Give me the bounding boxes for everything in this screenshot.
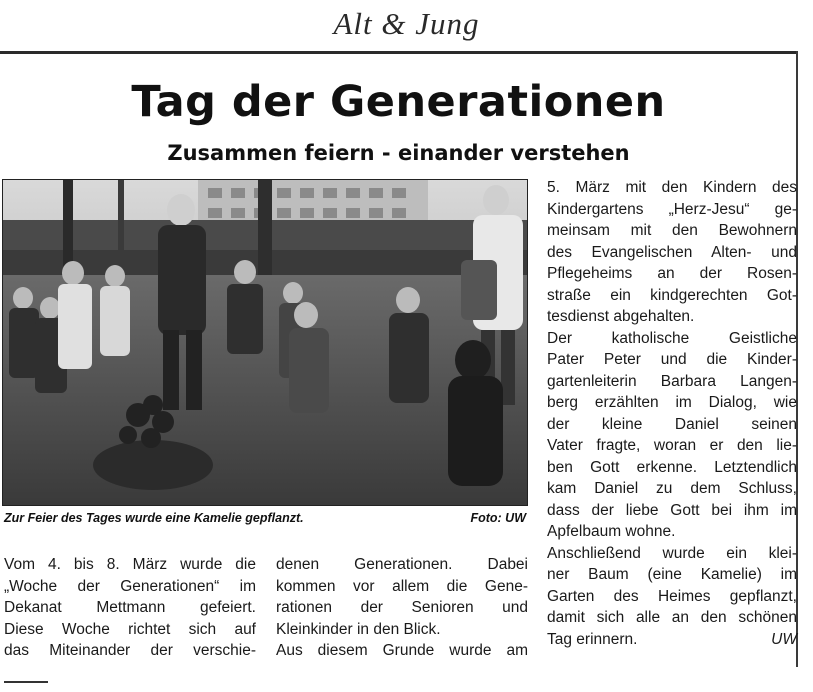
text-line: kam Daniel zu dem Schluss, <box>547 480 797 497</box>
text-line: des Evangelischen Alten- und <box>547 243 797 261</box>
article-column-right <box>547 177 797 650</box>
text-line: ben Gott erkenne. Letztendlich <box>547 458 797 476</box>
text-line: Der katholische Geistliche <box>547 329 797 347</box>
text-line: Pater Peter und die Kinder- <box>547 351 797 368</box>
text-line: straße ein kindgerechten Got- <box>547 286 797 304</box>
text-line: Pflegeheims an der Rosen- <box>547 265 797 282</box>
article-column-bottom-middle <box>276 554 528 662</box>
photo-credit: Foto: UW <box>470 511 526 525</box>
subheadline: Zusammen feiern - einander verstehen <box>167 141 630 165</box>
text-line: Vom 4. bis 8. März wurde die <box>4 556 256 573</box>
text-line: das Miteinander der verschie- <box>4 642 256 659</box>
text-line: meinsam mit den Bewohnern <box>547 222 797 239</box>
text-line: Kleinkinder in den Blick. <box>276 620 441 638</box>
author-signature: UW <box>771 630 797 648</box>
text-line: der kleine Daniel seinen <box>547 415 797 433</box>
text-line: rationen der Senioren und <box>276 599 528 616</box>
closing-line <box>547 629 797 651</box>
text-line: Aus diesem Grunde wurde am <box>276 642 528 659</box>
caption-text: Zur Feier des Tages wurde eine Kamelie gepflanzt. <box>4 511 304 525</box>
text-line: Garten des Heimes gepflanzt, <box>547 587 797 605</box>
text-line: Anschließend wurde ein klei- <box>547 544 797 562</box>
article-photo <box>2 179 528 506</box>
text-line: Diese Woche richtet sich auf <box>4 620 256 638</box>
text-line: Apfelbaum wohne. <box>547 523 676 540</box>
article-column-bottom-left <box>4 554 256 662</box>
header-rule <box>0 51 797 54</box>
photo-caption <box>4 511 526 529</box>
text-line: gartenleiterin Barbara Langen- <box>547 372 797 390</box>
text-line: tesdienst abgehalten. <box>547 308 695 325</box>
text-line: berg erzählten im Dialog, wie <box>547 394 797 411</box>
text-line: Dekanat Mettmann gefeiert. <box>4 599 256 616</box>
text-line: kommen vor allem die Gene- <box>276 577 528 595</box>
text-line: Vater fragte, woran er den lie- <box>547 437 797 454</box>
text-line: Tag erinnern. <box>547 630 638 648</box>
headline: Tag der Generationen <box>131 77 666 127</box>
text-line: denen Generationen. Dabei <box>276 556 528 573</box>
text-line: ner Baum (eine Kamelie) im <box>547 566 797 583</box>
footer-rule <box>4 681 48 683</box>
text-line: damit sich alle an den schönen <box>547 609 797 626</box>
text-line: „Woche der Generationen“ im <box>4 577 256 595</box>
text-line: dass der liebe Gott bei ihm im <box>547 501 797 519</box>
text-line: 5. März mit den Kindern des <box>547 179 797 196</box>
text-line: Kindergartens „Herz-Jesu“ ge- <box>547 200 797 218</box>
photo-children-planting-icon <box>3 180 527 505</box>
section-title: Alt & Jung <box>333 6 480 41</box>
